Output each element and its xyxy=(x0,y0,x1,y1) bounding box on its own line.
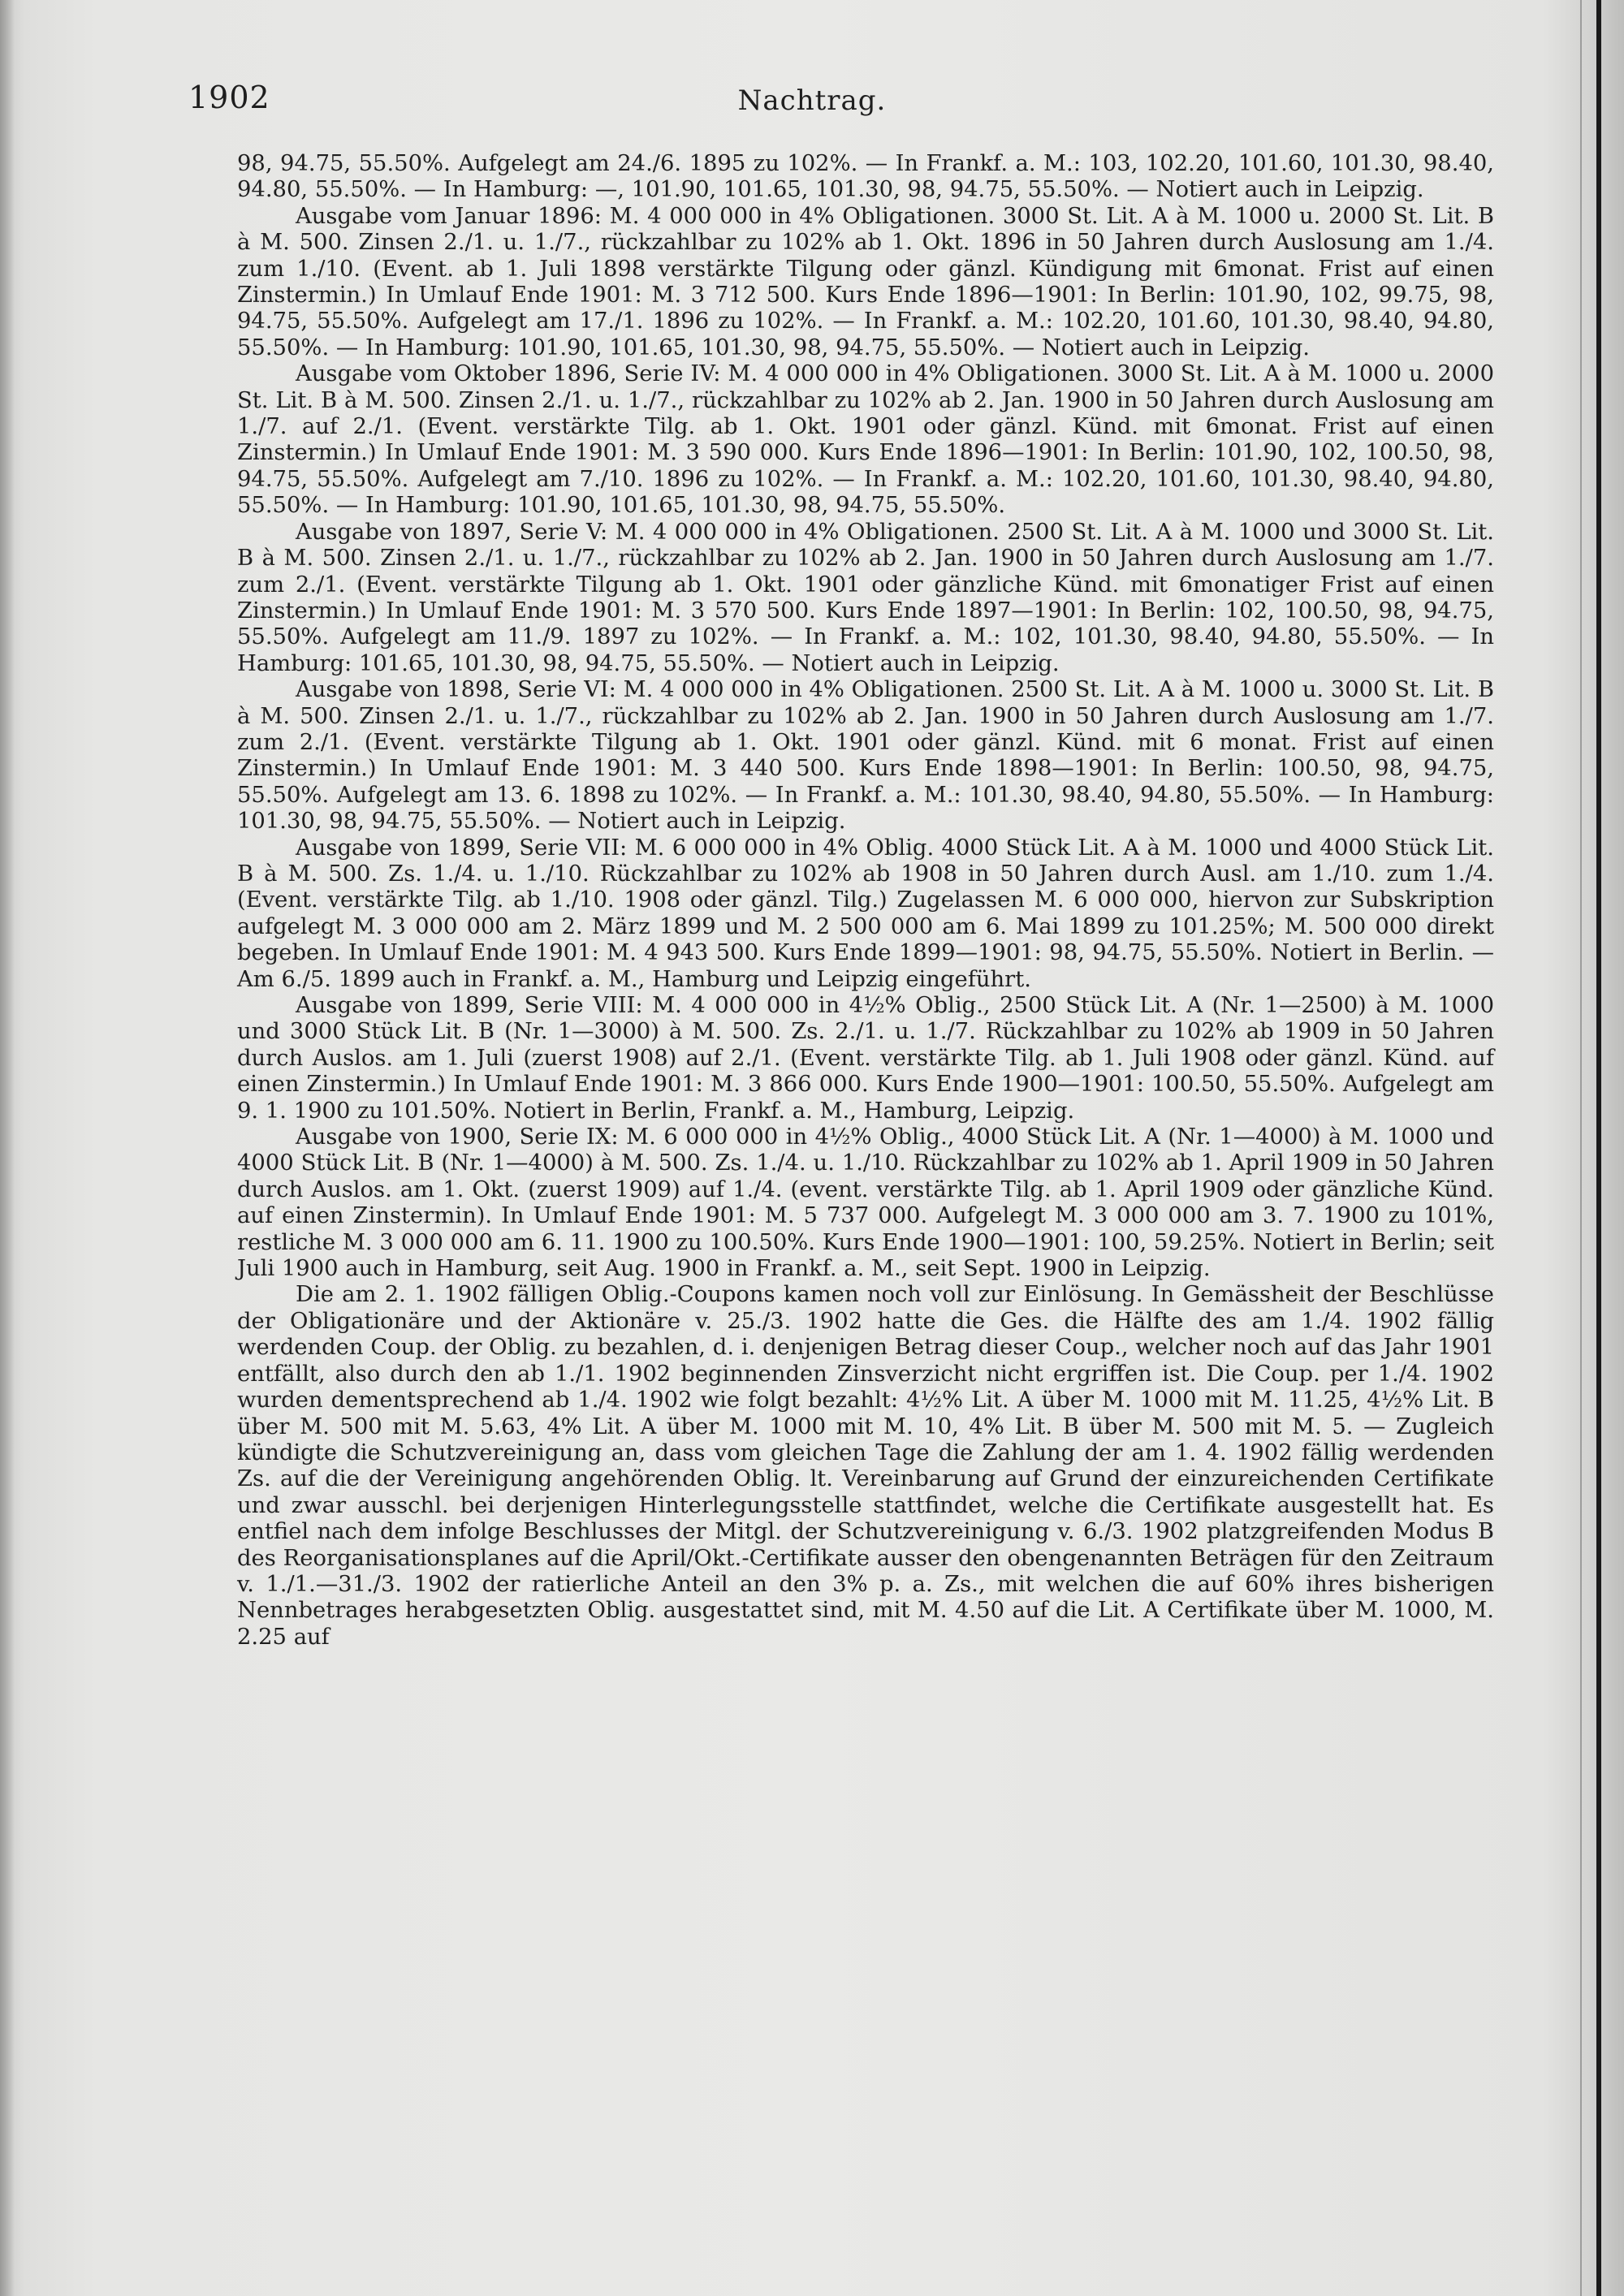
page-edge-line xyxy=(1580,0,1582,2296)
paragraph-coupons-1902: Die am 2. 1. 1902 fälligen Oblig.-Coupons kamen noch voll zur Einlösung. In Gemässheit der Beschlüsse der Obligationäre und der Aktionäre v. 25./3. 1902 hatte die Ges. die Hälfte des am 1./4. 1902 fällig werdenden Coup. der Oblig. zu bezahlen, d. i. denjenigen Betrag dieser Coup., welcher noch auf das Jahr 1901 entfällt, also durch den ab 1./1. 1902 beginnenden Zinsverzicht nicht ergriffen ist. Die Coup. per 1./4. 1902 wurden dementsprechend ab 1./4. 1902 wie folgt bezahlt: 4½% Lit. A über M. 1000 mit M. 11.25, 4½% Lit. B über M. 500 mit M. 5.63, 4% Lit. A über M. 1000 mit M. 10, 4% Lit. B über M. 500 mit M. 5. — Zugleich kündigte die Schutzvereinigung an, dass vom gleichen Tage die Zahlung der am 1. 4. 1902 fällig werdenden Zs. auf die der Vereinigung angehörenden Oblig. lt. Vereinbarung auf Grund der einzureichenden Certifikate und zwar ausschl. bei derjenigen Hinterlegungsstelle stattfindet, welche die Certifikate ausgestellt hat. Es entfiel nach dem infolge Beschlusses der Mitgl. der Schutzvereinigung v. 6./3. 1902 platzgreifenden Modus B des Reorganisationsplanes auf die April/Okt.-Certifikate ausser den obengenannten Beträgen für den Zeitraum v. 1./1.—31./3. 1902 der ratierliche Anteil an den 3% p. a. Zs., mit welchen die auf 60% ihres bisherigen Nennbetrages herabgesetzten Oblig. ausgestattet sind, mit M. 4.50 auf die Lit. A Certifikate über M. 1000, M. 2.25 auf xyxy=(237,1282,1494,1650)
page-edge xyxy=(1596,0,1601,2296)
page-number: 1902 xyxy=(188,80,270,115)
body-text xyxy=(237,151,1494,1651)
paragraph-issue-january-1896: Ausgabe vom Januar 1896: M. 4 000 000 in 4% Obligationen. 3000 St. Lit. A à M. 1000 u. 2000 St. Lit. B à M. 500. Zinsen 2./1. u. 1./7., rückzahlbar zu 102% ab 1. Okt. 1896 in 50 Jahren durch Auslosung am 1./4. zum 1./10. (Event. ab 1. Juli 1898 verstärkte Tilgung oder gänzl. Kündigung mit 6monat. Frist auf einen Zinstermin.) In Umlauf Ende 1901: M. 3 712 500. Kurs Ende 1896—1901: In Berlin: 101.90, 102, 99.75, 98, 94.75, 55.50%. Aufgelegt am 17./1. 1896 zu 102%. — In Frankf. a. M.: 102.20, 101.60, 101.30, 98.40, 94.80, 55.50%. — In Hamburg: 101.90, 101.65, 101.30, 98, 94.75, 55.50%. — Notiert auch in Leipzig. xyxy=(237,203,1494,360)
running-title: Nachtrag. xyxy=(737,84,887,117)
paragraph-issue-1897-series-v: Ausgabe von 1897, Serie V: M. 4 000 000 in 4% Obligationen. 2500 St. Lit. A à M. 1000 und 3000 St. Lit. B à M. 500. Zinsen 2./1. u. 1./7., rückzahlbar zu 102% ab 2. Jan. 1900 in 50 Jahren durch Auslosung am 1./7. zum 2./1. (Event. verstärkte Tilgung ab 1. Okt. 1901 oder gänzliche Künd. mit 6monatiger Frist auf einen Zinstermin.) In Umlauf Ende 1901: M. 3 570 500. Kurs Ende 1897—1901: In Berlin: 102, 100.50, 98, 94.75, 55.50%. Aufgelegt am 11./9. 1897 zu 102%. — In Frankf. a. M.: 102, 101.30, 98.40, 94.80, 55.50%. — In Hamburg: 101.65, 101.30, 98, 94.75, 55.50%. — Notiert auch in Leipzig. xyxy=(237,519,1494,676)
binding-shadow xyxy=(0,0,15,2296)
paragraph-continuation: 98, 94.75, 55.50%. Aufgelegt am 24./6. 1895 zu 102%. — In Frankf. a. M.: 103, 102.20, 101.60, 101.30, 98.40, 94.80, 55.50%. — In Hamburg: —, 101.90, 101.65, 101.30, 98, 94.75, 55.50%. — Notiert auch in Leipzig. xyxy=(237,151,1494,203)
paragraph-issue-1900-series-ix: Ausgabe von 1900, Serie IX: M. 6 000 000 in 4½% Oblig., 4000 Stück Lit. A (Nr. 1—4000) à M. 1000 und 4000 Stück Lit. B (Nr. 1—4000) à M. 500. Zs. 1./4. u. 1./10. Rückzahlbar zu 102% ab 1. April 1909 in 50 Jahren durch Auslos. am 1. Okt. (zuerst 1909) auf 1./4. (event. verstärkte Tilg. ab 1. April 1909 oder gänzliche Künd. auf einen Zinstermin). In Umlauf Ende 1901: M. 5 737 000. Aufgelegt M. 3 000 000 am 3. 7. 1900 zu 101%, restliche M. 3 000 000 am 6. 11. 1900 zu 100.50%. Kurs Ende 1900—1901: 100, 59.25%. Notiert in Berlin; seit Juli 1900 auch in Hamburg, seit Aug. 1900 in Frankf. a. M., seit Sept. 1900 in Leipzig. xyxy=(237,1124,1494,1282)
paragraph-issue-1899-series-viii: Ausgabe von 1899, Serie VIII: M. 4 000 000 in 4½% Oblig., 2500 Stück Lit. A (Nr. 1—2500) à M. 1000 und 3000 Stück Lit. B (Nr. 1—3000) à M. 500. Zs. 2./1. u. 1./7. Rückzahlbar zu 102% ab 1909 in 50 Jahren durch Auslos. am 1. Juli (zuerst 1908) auf 2./1. (Event. verstärkte Tilg. ab 1. Juli 1908 oder gänzl. Künd. auf einen Zinstermin.) In Umlauf Ende 1901: M. 3 866 000. Kurs Ende 1900—1901: 100.50, 55.50%. Aufgelegt am 9. 1. 1900 zu 101.50%. Notiert in Berlin, Frankf. a. M., Hamburg, Leipzig. xyxy=(237,993,1494,1124)
paragraph-issue-october-1896-series-iv: Ausgabe vom Oktober 1896, Serie IV: M. 4 000 000 in 4% Obligationen. 3000 St. Lit. A à M. 1000 u. 2000 St. Lit. B à M. 500. Zinsen 2./1. u. 1./7., rückzahlbar zu 102% ab 2. Jan. 1900 in 50 Jahren durch Auslosung am 1./7. auf 2./1. (Event. verstärkte Tilg. ab 1. Okt. 1901 oder gänzl. Künd. mit 6monat. Frist auf einen Zinstermin.) In Umlauf Ende 1901: M. 3 590 000. Kurs Ende 1896—1901: In Berlin: 101.90, 102, 100.50, 98, 94.75, 55.50%. Aufgelegt am 7./10. 1896 zu 102%. — In Frankf. a. M.: 102.20, 101.60, 101.30, 98.40, 94.80, 55.50%. — In Hamburg: 101.90, 101.65, 101.30, 98, 94.75, 55.50%. xyxy=(237,361,1494,519)
paragraph-issue-1898-series-vi: Ausgabe von 1898, Serie VI: M. 4 000 000 in 4% Obligationen. 2500 St. Lit. A à M. 1000 u. 3000 St. Lit. B à M. 500. Zinsen 2./1. u. 1./7., rückzahlbar zu 102% ab 2. Jan. 1900 in 50 Jahren durch Auslosung am 1./7. zum 2./1. (Event. verstärkte Tilgung ab 1. Okt. 1901 oder gänzl. Künd. mit 6 monat. Frist auf einen Zinstermin.) In Umlauf Ende 1901: M. 3 440 500. Kurs Ende 1898—1901: In Berlin: 100.50, 98, 94.75, 55.50%. Aufgelegt am 13. 6. 1898 zu 102%. — In Frankf. a. M.: 101.30, 98.40, 94.80, 55.50%. — In Hamburg: 101.30, 98, 94.75, 55.50%. — Notiert auch in Leipzig. xyxy=(237,677,1494,835)
paragraph-issue-1899-series-vii: Ausgabe von 1899, Serie VII: M. 6 000 000 in 4% Oblig. 4000 Stück Lit. A à M. 1000 und 4000 Stück Lit. B à M. 500. Zs. 1./4. u. 1./10. Rückzahlbar zu 102% ab 1908 in 50 Jahren durch Ausl. am 1./10. zum 1./4. (Event. verstärkte Tilg. ab 1./10. 1908 oder gänzl. Tilg.) Zugelassen M. 6 000 000, hiervon zur Subskription aufgelegt M. 3 000 000 am 2. März 1899 und M. 2 500 000 am 6. Mai 1899 zu 101.25%; M. 500 000 direkt begeben. In Umlauf Ende 1901: M. 4 943 500. Kurs Ende 1899—1901: 98, 94.75, 55.50%. Notiert in Berlin. — Am 6./5. 1899 auch in Frankf. a. M., Hamburg und Leipzig eingeführt. xyxy=(237,835,1494,992)
